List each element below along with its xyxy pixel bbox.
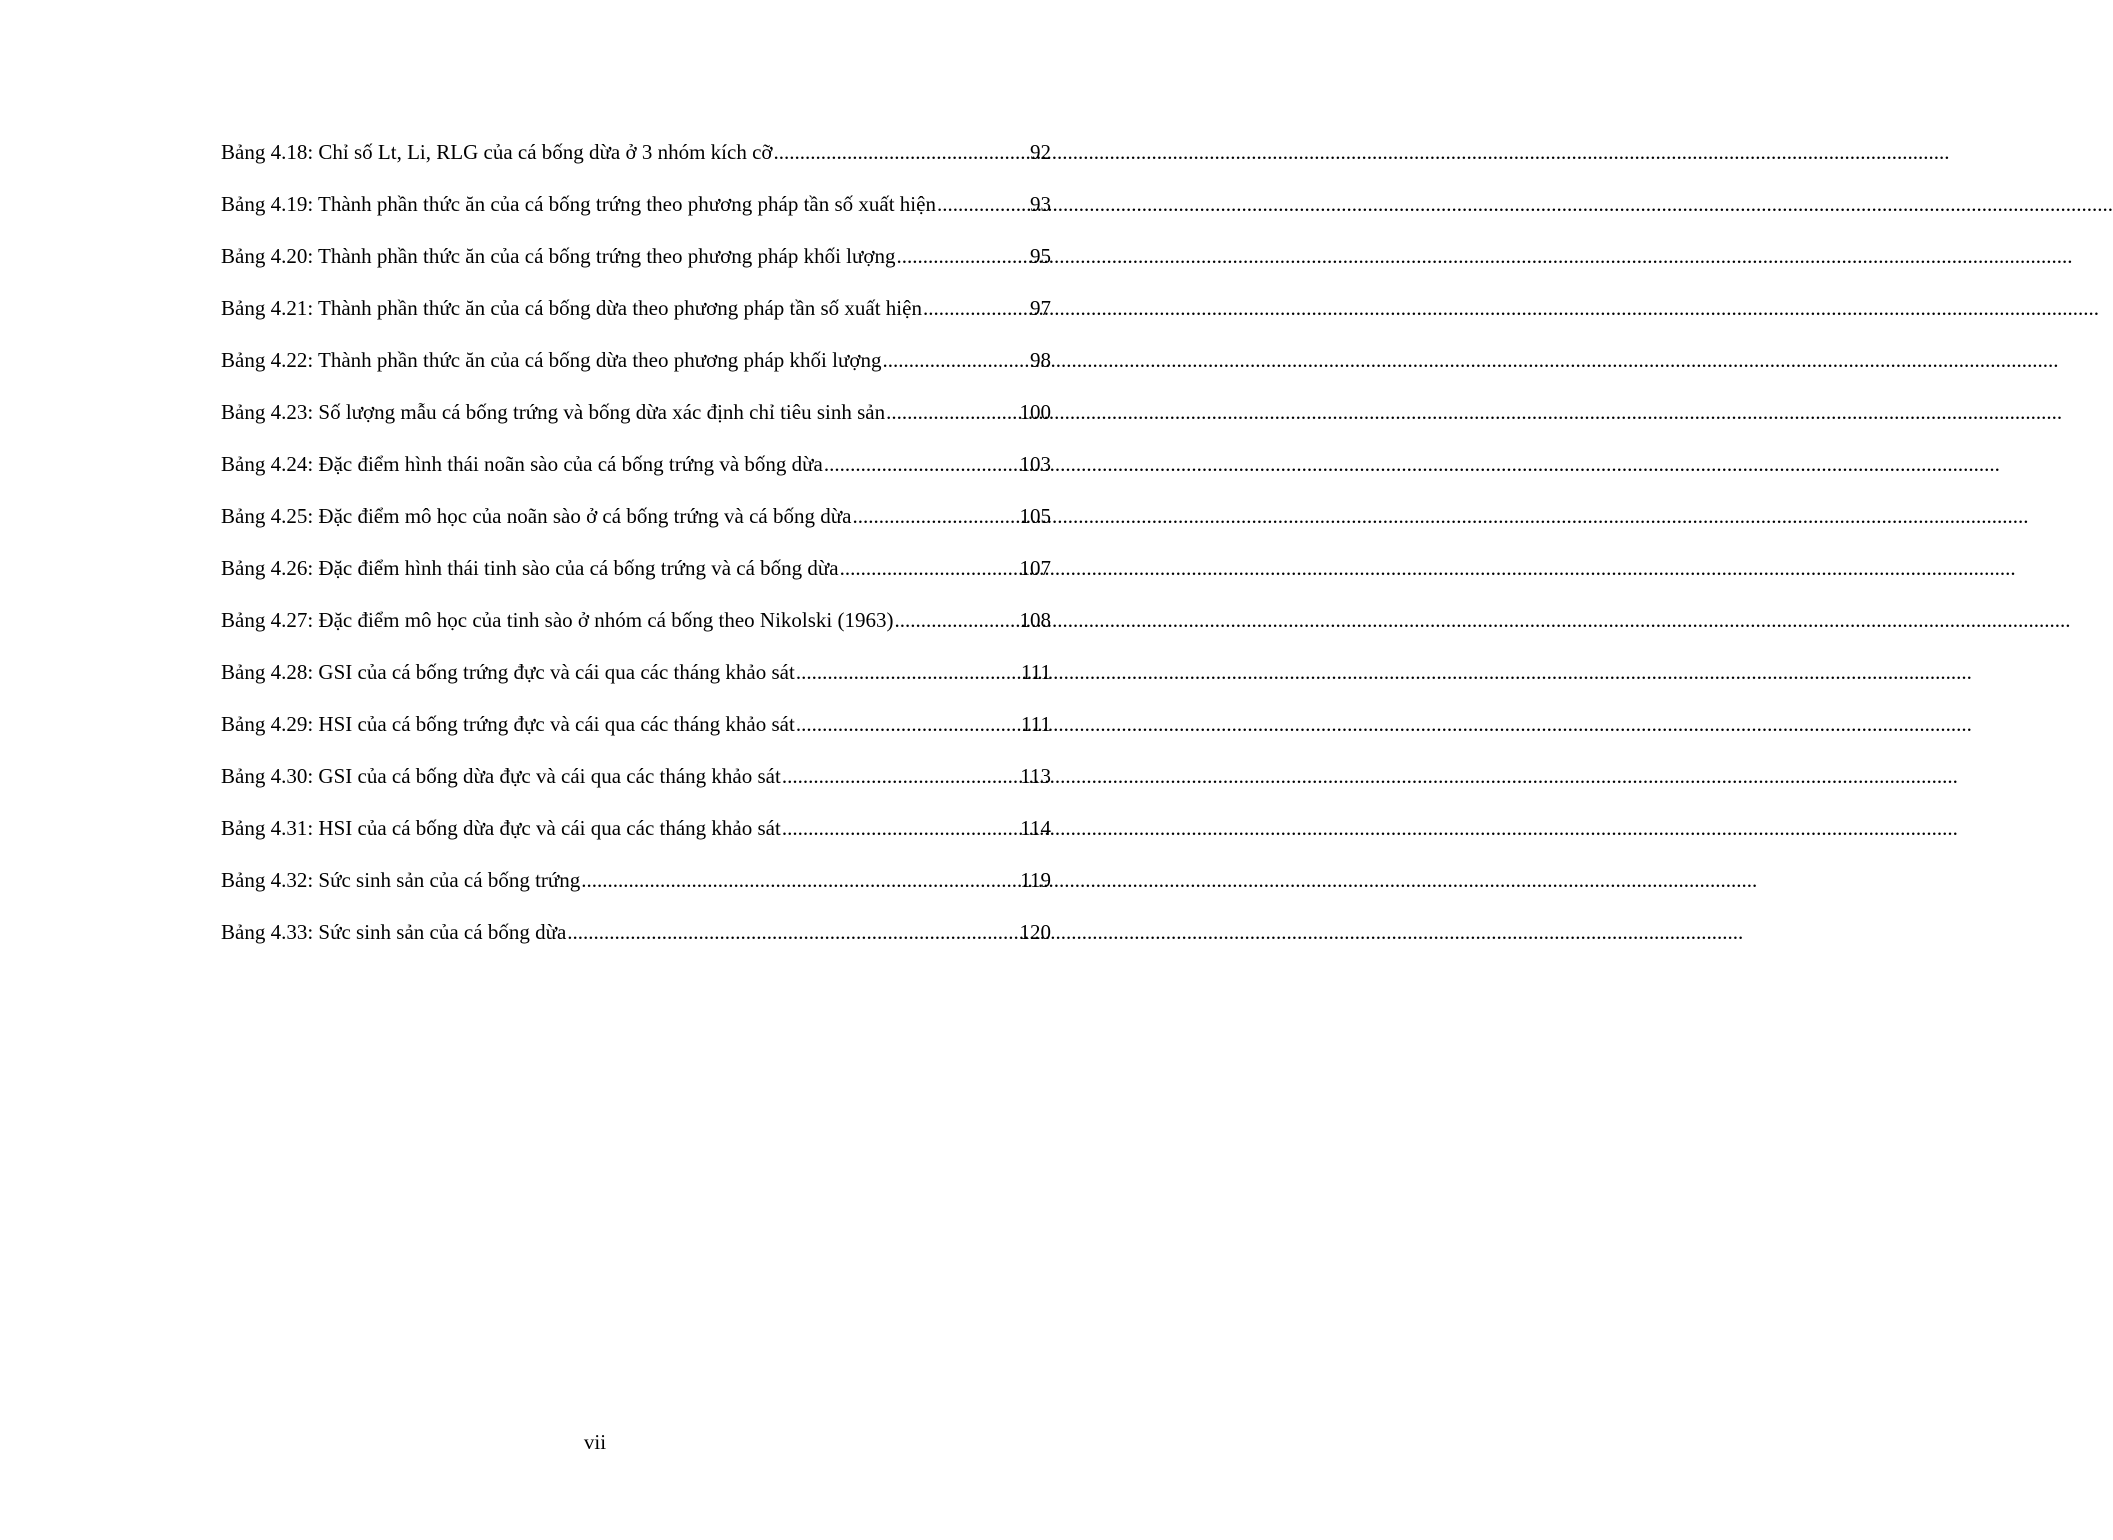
toc-entry-page: 111 — [1021, 712, 1051, 736]
toc-entry-page: 107 — [1019, 556, 1051, 580]
dot-leader — [840, 550, 1019, 586]
toc-entry-page: 92 — [1030, 140, 1051, 164]
dot-leader — [937, 186, 1029, 222]
toc-entry-page: 108 — [1019, 608, 1051, 632]
page-number: vii — [583, 1430, 607, 1454]
toc-entry-page: 105 — [1019, 504, 1051, 528]
toc-entry-title: Bảng 4.26: Đặc điểm hình thái tinh sào của cá bống trứng và cá bống dừa — [221, 556, 839, 580]
toc-entry-title: Bảng 4.29: HSI của cá bống trứng đực và cái qua các tháng khảo sát — [221, 712, 795, 736]
toc-entry-title: Bảng 4.23: Số lượng mẫu cá bống trứng và bống dừa xác định chỉ tiêu sinh sản — [221, 400, 886, 424]
toc-entry-title: Bảng 4.25: Đặc điểm mô học của noãn sào ở cá bống trứng và cá bống dừa — [221, 504, 852, 528]
toc-entry[interactable] — [221, 810, 1051, 862]
toc-entry-page: 113 — [1020, 764, 1051, 788]
toc-entry-title: Bảng 4.20: Thành phần thức ăn của cá bống trứng theo phương pháp khối lượng — [221, 244, 896, 268]
dot-leader — [796, 706, 1020, 742]
toc-entry[interactable] — [221, 862, 1051, 914]
dot-leader — [896, 238, 1029, 274]
toc-entry-title: Bảng 4.22: Thành phần thức ăn của cá bống dừa theo phương pháp khối lượng — [221, 348, 882, 372]
dot-leader — [852, 498, 1018, 534]
toc-entry[interactable] — [221, 446, 1051, 498]
toc-entry[interactable] — [221, 394, 1051, 446]
toc-entry-title: Bảng 4.31: HSI của cá bống dừa đực và cái qua các tháng khảo sát — [221, 816, 781, 840]
dot-leader — [581, 862, 1019, 898]
toc-entry-title: Bảng 4.32: Sức sinh sản của cá bống trứng — [221, 868, 581, 892]
toc-entry-title: Bảng 4.18: Chỉ số Lt, Li, RLG của cá bống dừa ở 3 nhóm kích cỡ — [221, 140, 773, 164]
toc-entry[interactable] — [221, 654, 1051, 706]
dot-leader — [782, 810, 1019, 846]
toc-entry[interactable] — [221, 914, 1051, 966]
toc-entry-page: 119 — [1020, 868, 1051, 892]
toc-entry-title: Bảng 4.19: Thành phần thức ăn của cá bống trứng theo phương pháp tần số xuất hiện — [221, 192, 936, 216]
dot-leader — [824, 446, 1019, 482]
toc-entry[interactable] — [221, 758, 1051, 810]
toc-entry-page: 100 — [1019, 400, 1051, 424]
toc-entry[interactable] — [221, 134, 1051, 186]
dot-leader — [894, 602, 1018, 638]
dot-leader — [567, 914, 1018, 950]
toc-entry[interactable] — [221, 290, 1051, 342]
dot-leader — [886, 394, 1018, 430]
toc-entry-page: 114 — [1020, 816, 1051, 840]
dot-leader — [882, 342, 1029, 378]
toc-entry-page: 120 — [1019, 920, 1051, 944]
toc-entry[interactable] — [221, 498, 1051, 550]
toc-entry[interactable] — [221, 706, 1051, 758]
toc-entry[interactable] — [221, 238, 1051, 290]
toc-entry-title: Bảng 4.28: GSI của cá bống trứng đực và cái qua các tháng khảo sát — [221, 660, 795, 684]
dot-leader — [782, 758, 1019, 794]
toc-entry[interactable] — [221, 550, 1051, 602]
toc-entry-page: 95 — [1030, 244, 1051, 268]
toc-entry-title: Bảng 4.30: GSI của cá bống dừa đực và cái qua các tháng khảo sát — [221, 764, 781, 788]
toc-entry-title: Bảng 4.27: Đặc điểm mô học của tinh sào ở nhóm cá bống theo Nikolski (1963) — [221, 608, 894, 632]
toc-entry-page: 111 — [1021, 660, 1051, 684]
toc-entry-page: 103 — [1019, 452, 1051, 476]
toc-entry[interactable] — [221, 602, 1051, 654]
dot-leader — [923, 290, 1029, 326]
toc-entry-title: Bảng 4.24: Đặc điểm hình thái noãn sào của cá bống trứng và bống dừa — [221, 452, 823, 476]
toc-entry-page: 97 — [1030, 296, 1051, 320]
dot-leader — [796, 654, 1020, 690]
dot-leader — [774, 134, 1029, 170]
toc-entry-page: 98 — [1030, 348, 1051, 372]
toc-entry[interactable] — [221, 342, 1051, 394]
toc-entry[interactable] — [221, 186, 1051, 238]
toc-entry-title: Bảng 4.21: Thành phần thức ăn của cá bống dừa theo phương pháp tần số xuất hiện — [221, 296, 922, 320]
toc-entry-page: 93 — [1030, 192, 1051, 216]
list-of-tables — [221, 134, 1051, 966]
toc-entry-title: Bảng 4.33: Sức sinh sản của cá bống dừa — [221, 920, 567, 944]
